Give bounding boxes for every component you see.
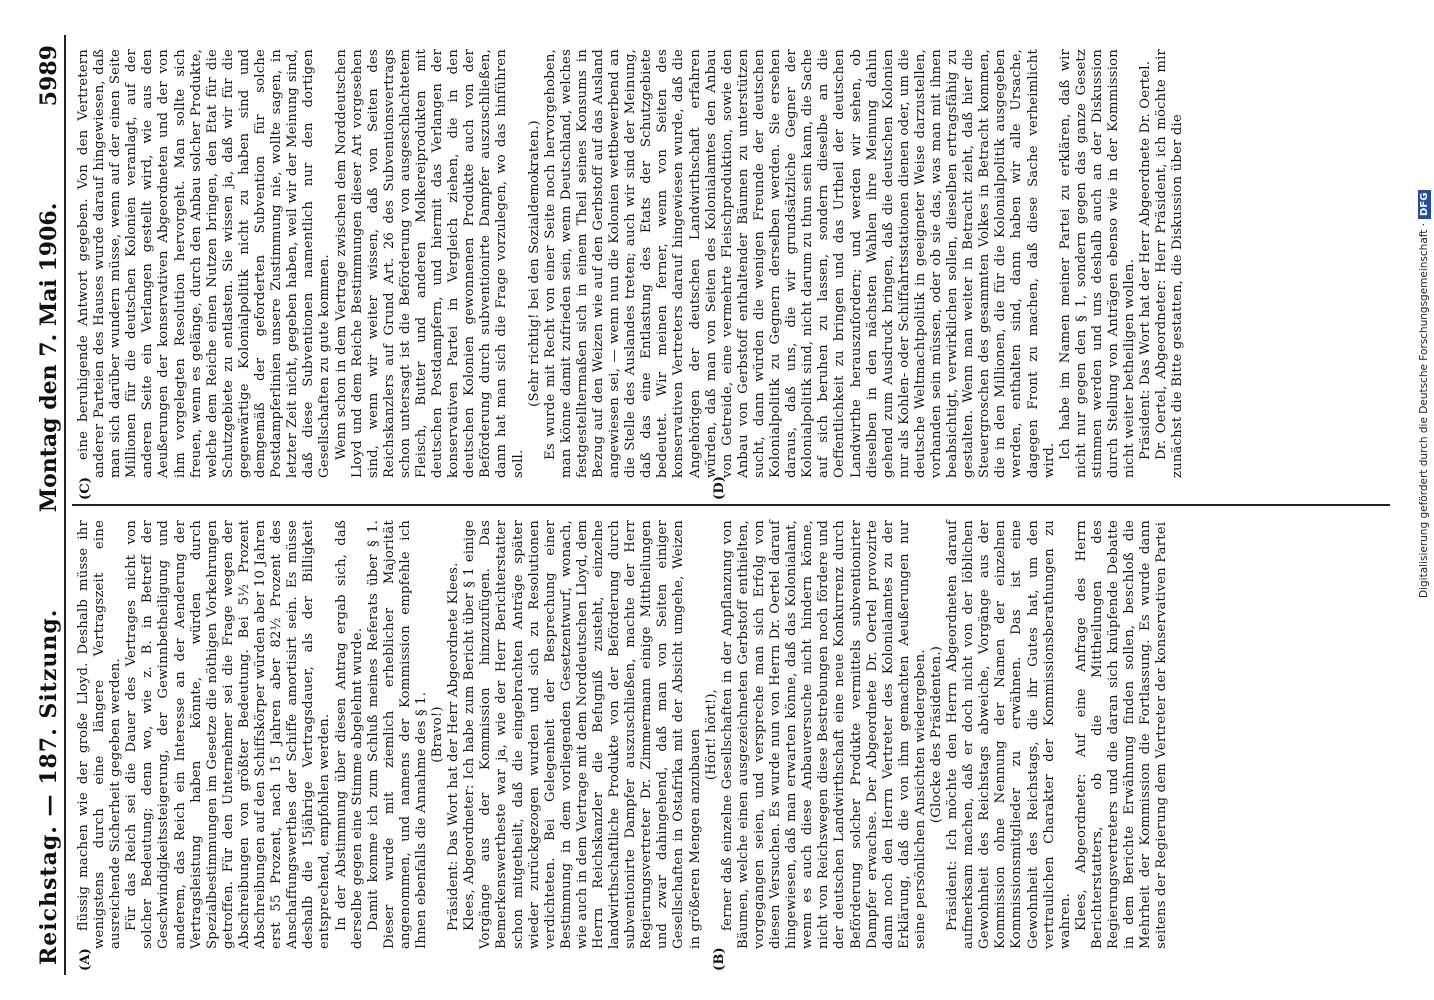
interjection: (Bravo!) (430, 706, 446, 763)
margin-letter-a: (A) (78, 948, 93, 971)
paragraph: Für das Reich sei die Dauer des Vertrages nicht von solcher Bedeutung; denn wo, wie z. B. in Betreff der Geschwindigkeitssteigerung, der Gewinnbetheiligung und anderem, das Reich ein Interesse an der Aenderung der Vertragsleistung haben könnte, würden durch Spezialbestimmungen im Gesetze die nöthigen Vorkehrungen getroffen. Für den Unternehmer sei die Frage wegen der Abschreibungen von größter Bedeutung. Bei 5½ Prozent Abschreibungen auf den Schiffskörper würden aber 10 Jahren erst 55 Prozent, nach 15 Jahren aber 82½ Prozent des Anschaffungswerthes der Schiffe amortisirt sein. Es müsse deshalb die 15jährige Vertragsdauer, als der Billigkeit entsprechend, empfohlen werden. (124, 520, 333, 949)
dfg-logo: DFG (1418, 190, 1431, 219)
interjection: (Hört! hört!), (703, 688, 719, 781)
interjection: (Sehr richtig! bei den Sozialdemokraten.) (526, 120, 542, 407)
paragraph: flüssig machen wie der große Lloyd. Deshalb müsse ihr wenigstens durch eine längere Vertragszeit eine ausreichende Sicherheit gegeben werden. (76, 520, 124, 949)
paragraph: Wenn schon in dem Vertrage zwischen dem Norddeutschen Lloyd und dem Reiche Bestimmungen dieser Art vorgesehen sind, wenn wir weiter wissen, daß von Seiten des Reichskanzlers auf Grund Art. 26 des Subventionsvertrags schon untersagt ist die Beförderung von ausgeschlachtetem Fleisch, Butter und anderen Molkereiprodukten mit deutschen Postdampfern, und hiermit das Verlangen der konservativen Partei in Vergleich ziehen, die in den deutschen Kolonien gewonnenen Produkte auch von der Beförderung durch subventionirte Dampfer auszuschließen, dann hat man sich die Frage vorzulegen, wo das hinführen soll. (333, 49, 526, 478)
margin-letter-b: (B) (712, 947, 727, 971)
text-columns (72, 35, 1390, 975)
paragraph: Präsident: Ich möchte den Herrn Abgeordneten darauf aufmerksam machen, daß er doch nicht von der löblichen Gewohnheit des Reichstags abweiche, Vorgänge aus der Kommission ohne Nennung der Namen der einzelnen Kommissionsmitglieder zu erwähnen. Das ist eine Gewohnheit des Reichstags, die ihr Gutes hat, um den vertraulichen Charakter der Kommissionsberathungen zu wahren. (945, 520, 1073, 949)
paragraph: eine beruhigende Antwort gegeben. Von den Vertretern anderer Parteien des Hauses wurde darauf hingewiesen, daß man sich darüber wundern müsse, wenn auf der einen Seite Millionen für die deutschen Kolonien veranlagt, auf der anderen Seite ein Verlangen gestellt wird, wie aus den Aeußerungen der konservativen Abgeordneten und der von ihm vorgelegten Resolution hervorgeht. Man sollte sich freuen, wenn es gelänge, durch den Anbau solcher Produkte, welche dem Reiche einen Nutzen bringen, den Etat für die Schutzgebiete zu entlasten. Sie wissen ja, daß wir für die gegenwärtige Kolonialpolitik nicht zu haben sind und demgemäß der geforderten Subvention für solche Postdampferlinien unsere Zustimmung nie, wollte sagen, in letzter Zeit nicht, gegeben haben, weil wir der Meinung sind, daß diese Subventionen namentlich nur den dortigen Gesellschaften zu gute kommen. (76, 49, 333, 478)
page-header (26, 45, 62, 965)
column-right (72, 35, 1390, 506)
dfg-watermark (1416, 8, 1432, 598)
header-page-number: 5989 (36, 45, 62, 107)
paragraph: Ich habe im Namen meiner Partei zu erklären, daß wir nicht nur gegen den § 1, sondern gegen das ganze Gesetz stimmen werden und uns deshalb auch an der Diskussion durch Stellung von Anträgen ebenso wie in der Kommission nicht weiter betheiligen wollen. (1057, 49, 1138, 478)
watermark-text: Digitalisierung gefördert durch die Deutsche Forschungsgemeinschaft · (1418, 222, 1430, 598)
paragraph: Es wurde mit Recht von einer Seite noch hervorgehoben, man könne damit zufrieden sein, wenn Deutschland, welches festgestelltermaßen sich in einem Theil seines Konsums in Bezug auf den Weizen wie auf den Gerbstoff auf das Ausland angewiesen sei, — wenn nun die Kolonien wettbewerbend an die Stelle des Auslandes treten; auch wir sind der Meinung, daß das eine Entlastung des Etats der Schutzgebiete bedeutet. Wir meinen ferner, wenn von Seiten des konservativen Vertreters darauf hingewiesen wurde, daß die Angehörigen der deutschen Landwirthschaft erfahren würden, daß man von Seiten des Kolonialamtes den Anbau von Getreide, eine vermehrte Fleischproduktion, sowie den Anbau von Gerbstoff enthaltender Bäumen zu unterstützen sucht, dann würden die wenigen Freunde der deutschen Kolonialpolitik zu Gegnern derselben werden. Sie ersehen daraus, daß uns, die wir grundsätzliche Gegner der Kolonialpolitik sind, nicht darum zu thun sein kann, die Sache auf sich beruhen zu lassen, sondern dieselbe an die Oeffentlichkeit zu bringen und das Urtheil der deutschen Landwirthe herauszufordern; und werden wir sehen, ob dieselben in den nächsten Wahlen ihre Meinung dahin gehend zum Ausdruck bringen, daß die deutschen Kolonien nur als Kohlen- oder Schiffahrtsstationen dienen oder, um die deutsche Weltmachtpolitik in geeigneter Weise darzustellen, vorhanden sein müssen, oder ob sie das, was man mit ihnen beabsichtigt, verwirklichen sollen, dieselben ertragsfähig zu gestalten. Wenn man weiter in Betracht zieht, daß hier die Steuergroschen des gesammten Volkes in Betracht kommen, die in den Millionen, die für die Kolonialpolitik ausgegeben werden, enthalten sind, dann haben wir alle Ursache, dagegen Front zu machen, daß diese Sache verheimlicht wird. (542, 49, 1057, 478)
header-rule (64, 35, 66, 975)
paragraph: Dr. Oertel, Abgeordneter: Herr Präsident, ich möchte mir zunächst die Bitte gestatten, die Diskussion über die (1154, 49, 1186, 478)
interjection: (Glocke des Präsidenten.) (928, 645, 944, 824)
speaker-line: Präsident: Das Wort hat der Herr Abgeordnete Klees. (446, 562, 462, 931)
scanned-page (20, 20, 1410, 980)
rotated-page-content (20, 35, 1390, 975)
paragraph: Klees, Abgeordneter: Auf eine Anfrage des Herrn Berichterstatters, ob die Mittheilungen des Regierungsvertreters und die daran sich knüpfende Debatte in dem Berichte Erwähnung finden sollen, beschloß die Mehrheit der Kommission die Fortlassung. Es wurde dann seitens der Regierung dem Vertreter der konservativen Partei (1073, 520, 1170, 949)
paragraph: Klees, Abgeordneter: Ich habe zum Bericht über § 1 einige Vorgänge aus der Kommission hinzuzufügen. Das Bemerkenswertheste war ja, wie der Herr Berichterstatter schon mitgetheilt, daß die eingebrachten Anträge später wieder zurückgezogen wurden und sich zu Resolutionen verdichteten. Bei Gelegenheit der Besprechung einer Bestimmung in dem vorliegenden Gesetzentwurf, wonach, wie auch in dem Vertrage mit dem Norddeutschen Lloyd, dem Herrn Reichskanzler die Befugniß zusteht, einzelne landwirthschaftliche Produkte von der Beförderung durch subventionirte Dampfer auszuschließen, machte der Herr Regierungsvertreter Dr. Zimmermann einige Mittheilungen und zwar dahingehend, daß man von Seiten einiger Gesellschaften in Ostafrika mit der Absicht umgehe, Weizen in größeren Mengen anzubauen (462, 520, 703, 949)
margin-letter-c: (C) (78, 476, 93, 500)
header-session: Reichstag. — 187. Sitzung. (36, 608, 62, 965)
paragraph: ferner daß einzelne Gesellschaften in der Anpflanzung von Bäumen, welche einen ausgezeichneten Gerbstoff enthielten, vorgegangen seien, und verspreche man sich Erfolg von diesen Versuchen. Es wurde nun von Herrn Dr. Oertel darauf hingewiesen, daß man erwarten könne, daß das Kolonialamt, wenn es auch diese Anbauversuche nicht hindern könne, nicht von Reichswegen diese Bestrebungen noch fördere und der deutschen Landwirthschaft eine neue Konkurrenz durch Beförderung solcher Produkte vermittels subventionirter Dampfer erwachse. Der Abgeordnete Dr. Oertel provozirte dann noch den Herrn Vertreter des Kolonialamtes zu der Erklärung, daß die von ihm gemachten Aeußerungen nur seine persönlichen Ansichten wiedergeben. (719, 520, 928, 949)
paragraph: In der Abstimmung über diesen Antrag ergab sich, daß derselbe gegen eine Stimme abgelehnt wurde. (333, 520, 365, 949)
speaker-line: Präsident: Das Wort hat der Herr Abgeordnete Dr. Oertel. (1138, 60, 1154, 460)
column-left (72, 506, 1390, 975)
paragraph: Damit komme ich zum Schluß meines Referats über § 1. Dieser wurde mit ziemlich erheblicher Majorität angenommen, und namens der Kommission empfehle ich Ihnen ebenfalls die Annahme des § 1. (365, 520, 429, 949)
margin-letter-d: (D) (712, 475, 727, 500)
header-date: Montag den 7. Mai 1906. (36, 202, 62, 513)
